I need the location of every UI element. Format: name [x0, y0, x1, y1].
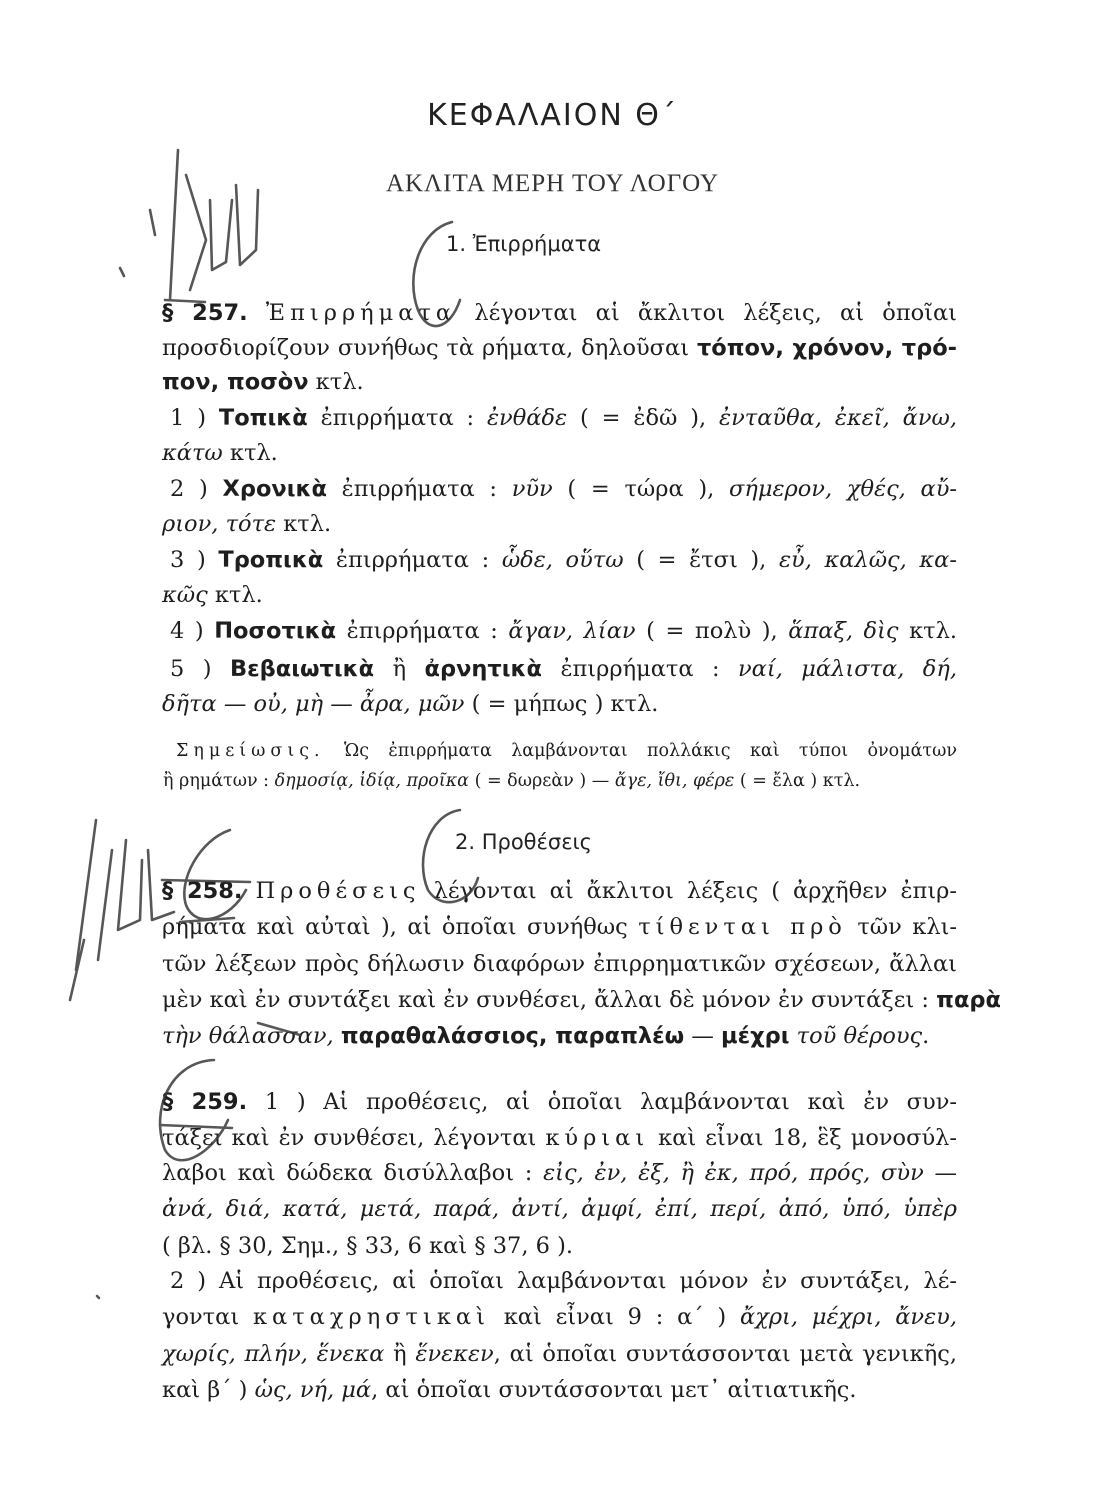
note-line-2: ἢ ρημάτων : δημοσίᾳ, ἰδίᾳ, προῖκα ( = δωρεὰν ) — ἄγε, ἴθι, φέρε ( = ἔλα ) κτλ. [163, 771, 861, 791]
paragraph-259-line-3: λαβοι καὶ δώδεκα δισύλλαβοι : εἰς, ἐν, ἐξ, ἢ ἐκ, πρό, πρός, σὺν — [162, 1160, 958, 1186]
section-heading-prepositions: 2. Προθέσεις [455, 830, 592, 854]
paragraph-257-line-2: προσδιορίζουν συνήθως τὰ ρήματα, δηλοῦσαι τόπον, χρόνον, τρό- [162, 335, 958, 361]
paragraph-258-line-2: ρήματα καὶ αὐταὶ ), αἱ ὁποῖαι συνήθως τίθενται πρὸ τῶν κλι- [162, 914, 958, 940]
margin-scribble-lower [70, 820, 174, 1000]
adverb-item-5-cont: δῆτα — οὐ, μὴ — ἆρα, μῶν ( = μήπως ) κτλ. [162, 691, 659, 717]
paragraph-258-line-4: μὲν καὶ ἐν συντάξει καὶ ἐν συνθέσει, ἄλλαι δὲ μόνον ἐν συντάξει : παρὰ [162, 987, 1001, 1013]
paragraph-257-line-1: § 257. Ἐπιρρήματα λέγονται αἱ ἄκλιτοι λέξεις, αἱ ὁποῖαι [162, 300, 957, 326]
adverb-item-2: 2 ) Χρονικὰ ἐπιρρήματα : νῦν ( = τώρα ), σήμερον, χθές, αὔ- [170, 476, 957, 502]
section-heading-adverbs: 1. Ἐπιρρήματα [446, 232, 602, 256]
adverb-item-5: 5 ) Βεβαιωτικὰ ἢ ἀρνητικὰ ἐπιρρήματα : ναί, μάλιστα, δή, [170, 656, 957, 682]
chapter-subtitle: ΑΚΛΙΤΑ ΜΕΡΗ ΤΟΥ ΛΟΓΟΥ [385, 170, 720, 197]
adverb-item-4: 4 ) Ποσοτικὰ ἐπιρρήματα : ἄγαν, λίαν ( = πολὺ ), ἅπαξ, δὶς κτλ. [170, 618, 958, 644]
paragraph-258-line-3: τῶν λέξεων πρὸς δήλωσιν διαφόρων ἐπιρρηματικῶν σχέσεων, ἄλλαι [162, 951, 957, 977]
paragraph-259-line-6: 2 ) Αἱ προθέσεις, αἱ ὁποῖαι λαμβάνονται μόνον ἐν συντάξει, λέ- [170, 1268, 957, 1294]
paragraph-259-line-9: καὶ β΄ ) ὡς, νή, μά, αἱ ὁποῖαι συντάσσονται μετ᾽ αἰτιατικῆς. [162, 1377, 857, 1403]
paragraph-259-line-5: ( βλ. § 30, Σημ., § 33, 6 καὶ § 37, 6 ). [162, 1233, 574, 1259]
paragraph-259-line-8: χωρίς, πλήν, ἕνεκα ἢ ἕνεκεν, αἱ ὁποῖαι συντάσσονται μετὰ γενικῆς, [162, 1341, 957, 1367]
pencil-dot [97, 1296, 99, 1298]
paragraph-259-line-1: § 259. 1 ) Αἱ προθέσεις, αἱ ὁποῖαι λαμβάνονται καὶ ἐν συν- [162, 1089, 957, 1115]
adverb-item-2-cont: ριον, τότε κτλ. [162, 511, 332, 537]
paragraph-259-line-2: τάξει καὶ ἐν συνθέσει, λέγονται κύριαι καὶ εἶναι 18, ἓξ μονοσύλ- [162, 1125, 957, 1151]
note-line-1: Σημείωσις. Ὡς ἐπιρρήματα λαμβάνονται πολλάκις καὶ τύποι ὀνομάτων [176, 741, 957, 761]
paragraph-258-line-5: τὴν θάλασσαν, παραθαλάσσιος, παραπλέω — μέχρι τοῦ θέρους. [162, 1023, 930, 1049]
paragraph-259-line-4: ἀνά, διά, κατά, μετά, παρά, ἀντί, ἀμφί, ἐπί, περί, ἀπό, ὑπό, ὑπὲρ [162, 1196, 957, 1222]
adverb-item-3-cont: κῶς κτλ. [162, 582, 263, 608]
paragraph-258-line-1: § 258. Προθέσεις λέγονται αἱ ἄκλιτοι λέξεις ( ἀρχῆθεν ἐπιρ- [162, 878, 957, 904]
chapter-title: ΚΕΦΑΛΑΙΟΝ Θ΄ [427, 98, 678, 133]
adverb-item-3: 3 ) Τροπικὰ ἐπιρρήματα : ὧδε, οὕτω ( = ἔτσι ), εὖ, καλῶς, κα- [170, 547, 957, 573]
adverb-item-1-cont: κάτω κτλ. [162, 440, 278, 466]
adverb-item-1: 1 ) Τοπικὰ ἐπιρρήματα : ἐνθάδε ( = ἐδῶ ), ἐνταῦθα, ἐκεῖ, ἄνω, [170, 405, 957, 431]
paragraph-259-line-7: γονται καταχρηστικαὶ καὶ εἶναι 9 : α΄ ) ἄχρι, μέχρι, ἄνευ, [162, 1304, 957, 1330]
paragraph-257-line-3: πον, ποσὸν κτλ. [162, 369, 364, 395]
